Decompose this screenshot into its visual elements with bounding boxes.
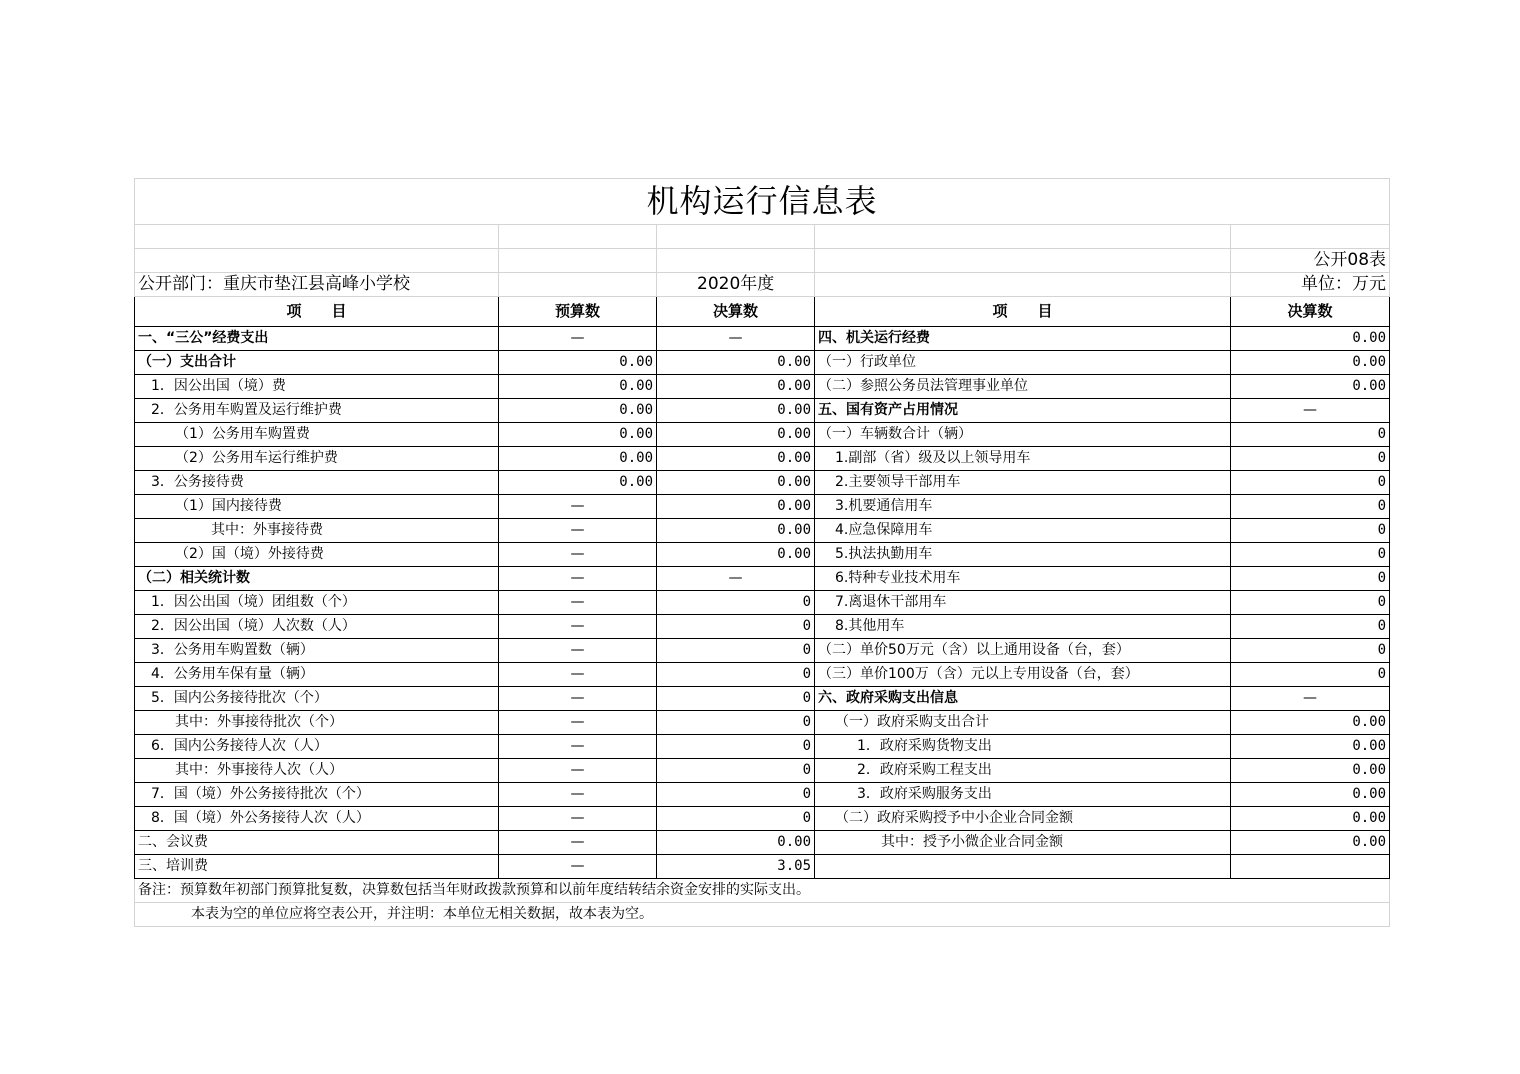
right-item-cell: （一）政府采购支出合计 — [815, 711, 1231, 735]
table-row — [135, 639, 1390, 663]
budget-cell: — — [499, 327, 657, 351]
final-left-cell: 0.00 — [657, 831, 815, 855]
final-left-cell: 0 — [657, 807, 815, 831]
left-item-cell: （二）相关统计数 — [135, 567, 499, 591]
budget-cell: — — [499, 807, 657, 831]
final-right-cell: 0 — [1231, 615, 1390, 639]
final-right-cell: — — [1231, 399, 1390, 423]
header-left-item: 项 目 — [135, 297, 499, 327]
table-row — [135, 471, 1390, 495]
budget-cell: — — [499, 663, 657, 687]
table-row — [135, 567, 1390, 591]
budget-cell: — — [499, 855, 657, 879]
left-item-cell: 8．国（境）外公务接待人次（人） — [135, 807, 499, 831]
fiscal-year: 2020年度 — [657, 273, 815, 297]
budget-cell: — — [499, 495, 657, 519]
left-item-cell: 1．因公出国（境）费 — [135, 375, 499, 399]
left-item-cell: 7．国（境）外公务接待批次（个） — [135, 783, 499, 807]
final-right-cell: 0.00 — [1231, 351, 1390, 375]
final-left-cell: 0.00 — [657, 495, 815, 519]
final-right-cell: 0 — [1231, 663, 1390, 687]
header-budget: 预算数 — [499, 297, 657, 327]
final-left-cell: 0.00 — [657, 519, 815, 543]
final-right-cell: 0.00 — [1231, 735, 1390, 759]
note-remark: 备注：预算数年初部门预算批复数，决算数包括当年财政拨款预算和以前年度结转结余资金安排的实际支出。 — [135, 879, 1390, 903]
right-item-cell: 3．政府采购服务支出 — [815, 783, 1231, 807]
table-row — [135, 807, 1390, 831]
budget-cell: 0.00 — [499, 423, 657, 447]
budget-cell: — — [499, 711, 657, 735]
right-item-cell: 五、国有资产占用情况 — [815, 399, 1231, 423]
final-left-cell: — — [657, 567, 815, 591]
budget-cell: — — [499, 567, 657, 591]
final-right-cell: 0 — [1231, 543, 1390, 567]
right-item-cell: （一）车辆数合计（辆） — [815, 423, 1231, 447]
left-item-cell: 2．公务用车购置及运行维护费 — [135, 399, 499, 423]
final-left-cell: 0.00 — [657, 375, 815, 399]
final-right-cell: 0.00 — [1231, 807, 1390, 831]
final-left-cell: 0 — [657, 663, 815, 687]
table-row — [135, 759, 1390, 783]
header-final-left: 决算数 — [657, 297, 815, 327]
final-right-cell: 0.00 — [1231, 831, 1390, 855]
final-left-cell: 0 — [657, 735, 815, 759]
final-left-cell: 0.00 — [657, 447, 815, 471]
left-item-cell: 4．公务用车保有量（辆） — [135, 663, 499, 687]
right-item-cell: （二）单价50万元（含）以上通用设备（台，套） — [815, 639, 1231, 663]
left-item-cell: 其中：外事接待费 — [135, 519, 499, 543]
left-item-cell: 3．公务接待费 — [135, 471, 499, 495]
final-left-cell: 0 — [657, 759, 815, 783]
right-item-cell: 2.主要领导干部用车 — [815, 471, 1231, 495]
budget-cell: — — [499, 591, 657, 615]
table-row — [135, 399, 1390, 423]
right-item-cell: 1．政府采购货物支出 — [815, 735, 1231, 759]
left-item-cell: 一、“三公”经费支出 — [135, 327, 499, 351]
left-item-cell: （2）公务用车运行维护费 — [135, 447, 499, 471]
table-row — [135, 351, 1390, 375]
report-table — [134, 178, 1390, 927]
table-row — [135, 855, 1390, 879]
department-label: 公开部门：重庆市垫江县高峰小学校 — [135, 273, 499, 297]
budget-cell: — — [499, 639, 657, 663]
final-left-cell: 0.00 — [657, 399, 815, 423]
note-empty-table: 本表为空的单位应将空表公开，并注明：本单位无相关数据，故本表为空。 — [135, 903, 1390, 927]
table-row — [135, 831, 1390, 855]
right-item-cell: （一）行政单位 — [815, 351, 1231, 375]
right-item-cell: 1.副部（省）级及以上领导用车 — [815, 447, 1231, 471]
left-item-cell: （2）国（境）外接待费 — [135, 543, 499, 567]
final-right-cell — [1231, 855, 1390, 879]
budget-cell: 0.00 — [499, 351, 657, 375]
left-item-cell: 2．因公出国（境）人次数（人） — [135, 615, 499, 639]
table-row — [135, 735, 1390, 759]
left-item-cell: 二、会议费 — [135, 831, 499, 855]
table-row — [135, 447, 1390, 471]
right-item-cell: 其中：授予小微企业合同金额 — [815, 831, 1231, 855]
final-right-cell: 0.00 — [1231, 759, 1390, 783]
final-left-cell: 0 — [657, 591, 815, 615]
budget-cell: — — [499, 687, 657, 711]
right-item-cell: 8.其他用车 — [815, 615, 1231, 639]
table-row — [135, 711, 1390, 735]
header-final-right: 决算数 — [1231, 297, 1390, 327]
table-row — [135, 663, 1390, 687]
left-item-cell: 5．国内公务接待批次（个） — [135, 687, 499, 711]
final-right-cell: 0.00 — [1231, 327, 1390, 351]
final-right-cell: 0 — [1231, 495, 1390, 519]
final-right-cell: 0 — [1231, 639, 1390, 663]
table-row — [135, 591, 1390, 615]
final-left-cell: 0.00 — [657, 471, 815, 495]
budget-cell: — — [499, 759, 657, 783]
left-item-cell: （1）公务用车购置费 — [135, 423, 499, 447]
budget-cell: — — [499, 783, 657, 807]
table-row — [135, 495, 1390, 519]
right-item-cell: 四、机关运行经费 — [815, 327, 1231, 351]
info-sheet — [134, 178, 1389, 927]
final-right-cell: 0 — [1231, 423, 1390, 447]
budget-cell: 0.00 — [499, 447, 657, 471]
budget-cell: 0.00 — [499, 471, 657, 495]
page-title: 机构运行信息表 — [135, 179, 1390, 225]
final-right-cell: 0 — [1231, 567, 1390, 591]
left-item-cell: 三、培训费 — [135, 855, 499, 879]
right-item-cell: 六、政府采购支出信息 — [815, 687, 1231, 711]
right-item-cell: 6.特种专业技术用车 — [815, 567, 1231, 591]
unit-label: 单位：万元 — [1231, 273, 1390, 297]
final-right-cell: 0.00 — [1231, 375, 1390, 399]
left-item-cell: 3．公务用车购置数（辆） — [135, 639, 499, 663]
left-item-cell: 其中：外事接待人次（人） — [135, 759, 499, 783]
table-row — [135, 615, 1390, 639]
table-row — [135, 375, 1390, 399]
table-row — [135, 327, 1390, 351]
left-item-cell: （1）国内接待费 — [135, 495, 499, 519]
right-item-cell: 3.机要通信用车 — [815, 495, 1231, 519]
table-row — [135, 783, 1390, 807]
final-right-cell: 0 — [1231, 471, 1390, 495]
final-left-cell: 0 — [657, 615, 815, 639]
final-right-cell: — — [1231, 687, 1390, 711]
header-right-item: 项 目 — [815, 297, 1231, 327]
right-item-cell — [815, 855, 1231, 879]
final-right-cell: 0.00 — [1231, 783, 1390, 807]
budget-cell: — — [499, 519, 657, 543]
left-item-cell: 6．国内公务接待人次（人） — [135, 735, 499, 759]
final-left-cell: 0 — [657, 687, 815, 711]
left-item-cell: 其中：外事接待批次（个） — [135, 711, 499, 735]
budget-cell: 0.00 — [499, 399, 657, 423]
final-left-cell: 0 — [657, 783, 815, 807]
final-left-cell: — — [657, 327, 815, 351]
right-item-cell: （三）单价100万（含）元以上专用设备（台，套） — [815, 663, 1231, 687]
final-left-cell: 0.00 — [657, 423, 815, 447]
final-right-cell: 0.00 — [1231, 711, 1390, 735]
right-item-cell: 4.应急保障用车 — [815, 519, 1231, 543]
right-item-cell: 2．政府采购工程支出 — [815, 759, 1231, 783]
table-number: 公开08表 — [1231, 249, 1390, 273]
budget-cell: 0.00 — [499, 375, 657, 399]
table-row — [135, 687, 1390, 711]
left-item-cell: 1．因公出国（境）团组数（个） — [135, 591, 499, 615]
budget-cell: — — [499, 735, 657, 759]
final-right-cell: 0 — [1231, 447, 1390, 471]
budget-cell: — — [499, 543, 657, 567]
final-right-cell: 0 — [1231, 519, 1390, 543]
final-left-cell: 0.00 — [657, 543, 815, 567]
right-item-cell: 5.执法执勤用车 — [815, 543, 1231, 567]
budget-cell: — — [499, 831, 657, 855]
budget-cell: — — [499, 615, 657, 639]
final-left-cell: 0 — [657, 639, 815, 663]
final-left-cell: 3.05 — [657, 855, 815, 879]
right-item-cell: （二）政府采购授予中小企业合同金额 — [815, 807, 1231, 831]
table-row — [135, 423, 1390, 447]
final-left-cell: 0.00 — [657, 351, 815, 375]
right-item-cell: 7.离退休干部用车 — [815, 591, 1231, 615]
right-item-cell: （二）参照公务员法管理事业单位 — [815, 375, 1231, 399]
table-row — [135, 543, 1390, 567]
final-right-cell: 0 — [1231, 591, 1390, 615]
table-row — [135, 519, 1390, 543]
final-left-cell: 0 — [657, 711, 815, 735]
left-item-cell: （一）支出合计 — [135, 351, 499, 375]
